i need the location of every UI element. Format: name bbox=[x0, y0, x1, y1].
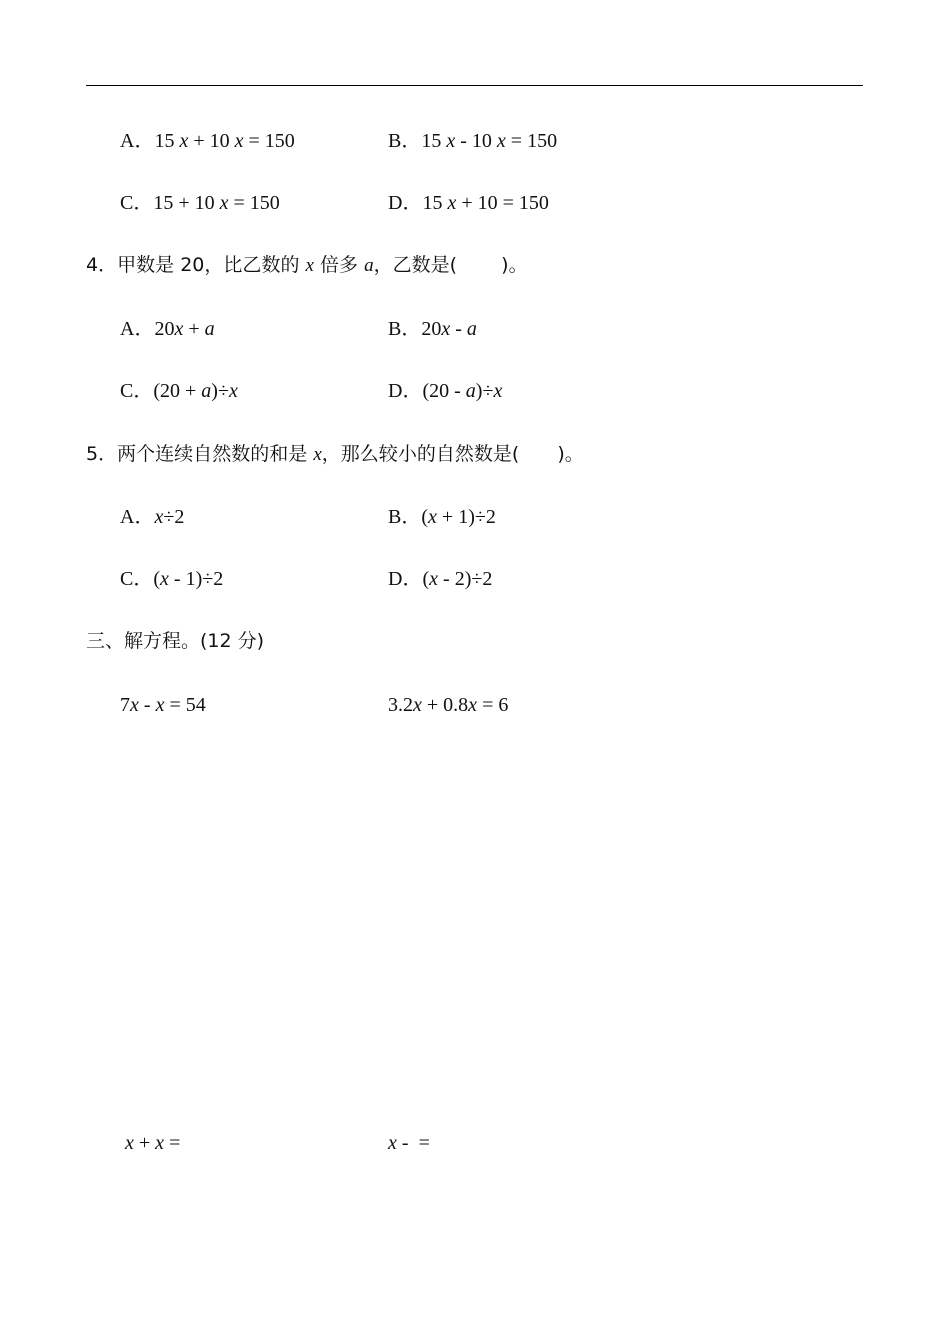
q5-option-d: D．(x - 2)÷2 bbox=[388, 568, 493, 590]
q5-option-c: C．(x - 1)÷2 bbox=[120, 568, 224, 590]
equation-2: 3.2x + 0.8x = 6 bbox=[388, 694, 509, 716]
q4-option-a: A．20x + a bbox=[120, 318, 215, 340]
q4-option-c: C．(20 + a)÷x bbox=[120, 380, 238, 402]
q3-option-d: D．15 x + 10 = 150 bbox=[388, 192, 549, 214]
q4-question: 4．甲数是 20，比乙数的 x 倍多 a，乙数是( )。 bbox=[86, 254, 528, 276]
equation-4: x - = bbox=[388, 1132, 430, 1154]
q5-option-b: B．(x + 1)÷2 bbox=[388, 506, 496, 528]
q3-option-b: B．15 x - 10 x = 150 bbox=[388, 130, 558, 152]
q4-option-d: D．(20 - a)÷x bbox=[388, 380, 503, 402]
section3-heading: 三、解方程。(12 分) bbox=[86, 630, 265, 652]
equation-1: 7x - x = 54 bbox=[120, 694, 206, 716]
q3-option-c: C．15 + 10 x = 150 bbox=[120, 192, 280, 214]
q5-question: 5．两个连续自然数的和是 x，那么较小的自然数是( )。 bbox=[86, 443, 584, 465]
q4-option-b: B．20x - a bbox=[388, 318, 477, 340]
q3-option-a: A．15 x + 10 x = 150 bbox=[120, 130, 295, 152]
equation-3: x + x = bbox=[125, 1132, 181, 1154]
header-rule bbox=[86, 85, 863, 86]
q5-option-a: A．x÷2 bbox=[120, 506, 185, 528]
